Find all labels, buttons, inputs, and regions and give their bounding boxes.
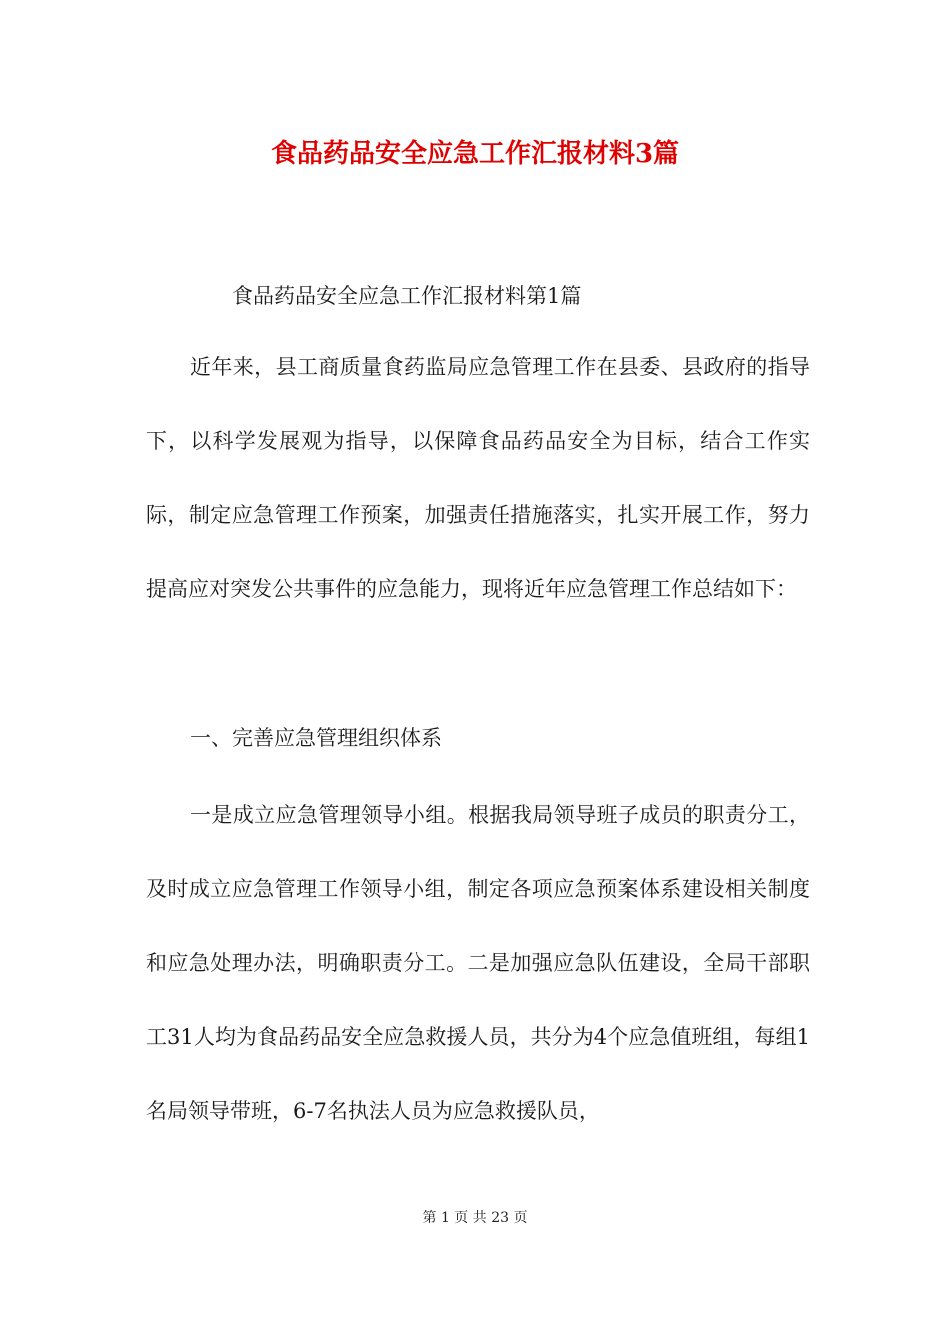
paragraph-intro: 近年来，县工商质量食药监局应急管理工作在县委、县政府的指导下，以科学发展观为指导，以保障食品药品安全为目标，结合工作实际，制定应急管理工作预案，加强责任措施落实，扎实开展工作，努力提高应对突发公共事件的应急能力，现将近年应急管理工作总结如下：: [146, 355, 810, 601]
page-number-footer: 第 1 页 共 23 页: [422, 1210, 528, 1226]
document-subtitle: 食品药品安全应急工作汇报材料第1篇: [232, 284, 582, 308]
document-title: 食品药品安全应急工作汇报材料3篇: [270, 139, 680, 169]
section-heading-1: 一、完善应急管理组织体系: [190, 726, 442, 750]
paragraph-section-1: 一是成立应急管理领导小组。根据我局领导班子成员的职责分工，及时成立应急管理工作领导小组，制定各项应急预案体系建设相关制度和应急处理办法，明确职责分工。二是加强应急队伍建设，全局干部职工31人均为食品药品安全应急救援人员，共分为4个应急值班组，每组1名局领导带班，6-7名执法人员为应急救援队员，: [146, 803, 810, 1123]
